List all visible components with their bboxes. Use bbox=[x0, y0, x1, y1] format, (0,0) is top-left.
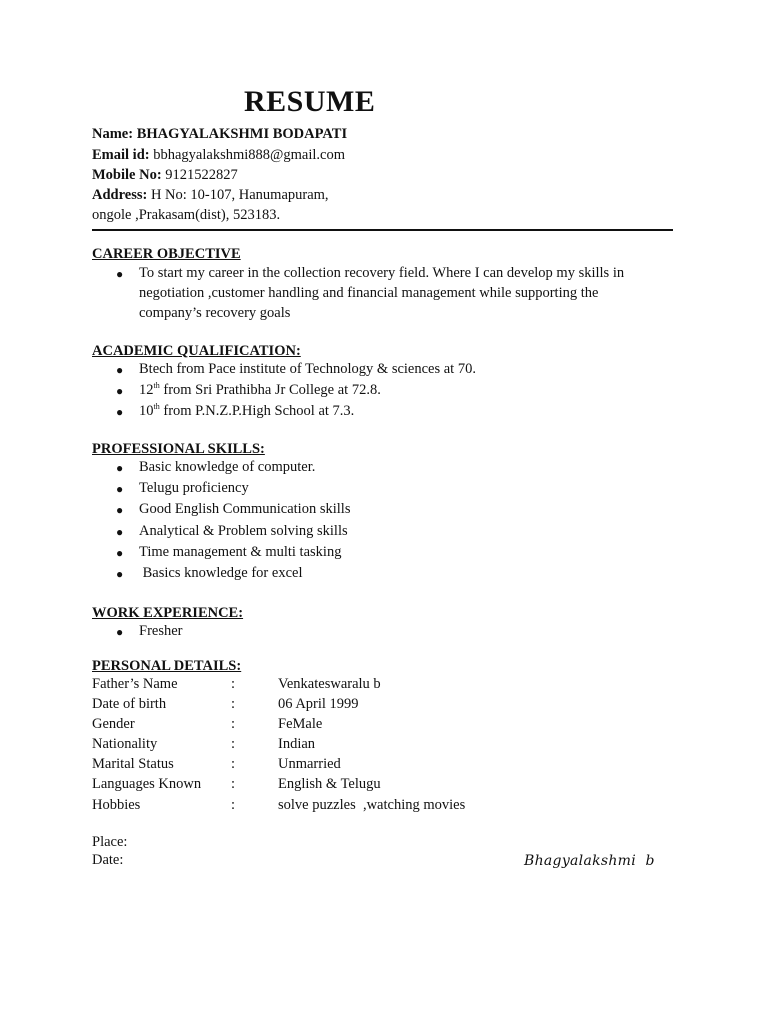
bullet-icon: ● bbox=[116, 267, 124, 281]
personal-label: Nationality bbox=[92, 736, 158, 752]
personal-colon: : bbox=[231, 676, 236, 692]
academic-item-grade: 12 bbox=[139, 382, 154, 398]
personal-colon: : bbox=[231, 756, 236, 772]
skill-item: Time management & multi tasking bbox=[139, 544, 342, 560]
personal-label: Hobbies bbox=[92, 797, 141, 813]
personal-heading: PERSONAL DETAILS: bbox=[92, 658, 242, 674]
bullet-icon: ● bbox=[116, 625, 124, 639]
email-line bbox=[92, 147, 345, 164]
academic-item-text: from P.N.Z.P.High School at 7.3. bbox=[159, 403, 355, 419]
bullet-icon: ● bbox=[116, 546, 124, 560]
page-title: RESUME bbox=[244, 85, 376, 118]
mobile-line bbox=[92, 167, 238, 184]
academic-item bbox=[139, 403, 354, 420]
bullet-icon: ● bbox=[116, 503, 124, 517]
personal-label: Languages Known bbox=[92, 776, 202, 792]
place-label: Place: bbox=[92, 834, 128, 850]
bullet-icon: ● bbox=[116, 363, 124, 377]
bullet-icon: ● bbox=[116, 482, 124, 496]
mobile-label: Mobile No: bbox=[92, 167, 162, 183]
personal-value: 06 April 1999 bbox=[278, 696, 359, 712]
academic-item-suffix: th bbox=[153, 381, 160, 390]
signature: Bhagyalakshmi b bbox=[524, 853, 655, 869]
work-item: Fresher bbox=[139, 623, 183, 639]
skills-heading: PROFESSIONAL SKILLS: bbox=[92, 441, 265, 457]
skill-item: Analytical & Problem solving skills bbox=[139, 523, 348, 539]
bullet-icon: ● bbox=[116, 461, 124, 475]
personal-colon: : bbox=[231, 736, 236, 752]
skill-item: Telugu proficiency bbox=[139, 480, 249, 496]
career-objective-line: negotiation ,customer handling and financial management while supporting the bbox=[139, 285, 599, 301]
academic-item bbox=[139, 382, 381, 399]
bullet-icon: ● bbox=[116, 405, 124, 419]
personal-value: Unmarried bbox=[278, 756, 341, 772]
address-value-line2: ongole ,Prakasam(dist), 523183. bbox=[92, 207, 281, 223]
academic-item-suffix: th bbox=[153, 402, 160, 411]
personal-colon: : bbox=[231, 716, 236, 732]
skill-item: Good English Communication skills bbox=[139, 501, 351, 517]
bullet-icon: ● bbox=[116, 384, 124, 398]
academic-heading: ACADEMIC QUALIFICATION: bbox=[92, 343, 301, 359]
personal-value: English & Telugu bbox=[278, 776, 381, 792]
academic-item-grade: 10 bbox=[139, 403, 154, 419]
personal-label: Marital Status bbox=[92, 756, 174, 772]
address-label: Address: bbox=[92, 187, 148, 203]
academic-item-text: from Sri Prathibha Jr College at 72.8. bbox=[159, 382, 381, 398]
work-heading: WORK EXPERIENCE: bbox=[92, 605, 244, 621]
personal-colon: : bbox=[231, 797, 236, 813]
email-label: Email id: bbox=[92, 147, 150, 163]
bullet-icon: ● bbox=[116, 525, 124, 539]
name-value: BHAGYALAKSHMI BODAPATI bbox=[136, 126, 348, 142]
bullet-icon: ● bbox=[116, 567, 124, 581]
personal-value: solve puzzles ,watching movies bbox=[278, 797, 466, 813]
address-line bbox=[92, 187, 329, 204]
personal-label: Date of birth bbox=[92, 696, 167, 712]
career-objective-line: company’s recovery goals bbox=[139, 305, 291, 321]
career-objective-line: To start my career in the collection recovery field. Where I can develop my skills in bbox=[139, 265, 625, 281]
mobile-value: 9121522827 bbox=[165, 167, 238, 183]
header-divider bbox=[92, 229, 673, 231]
personal-value: Indian bbox=[278, 736, 316, 752]
personal-label: Father’s Name bbox=[92, 676, 178, 692]
personal-value: FeMale bbox=[278, 716, 323, 732]
personal-value: Venkateswaralu b bbox=[278, 676, 381, 692]
skill-item: Basic knowledge of computer. bbox=[139, 459, 316, 475]
name-line bbox=[92, 126, 347, 143]
personal-label: Gender bbox=[92, 716, 135, 732]
personal-colon: : bbox=[231, 696, 236, 712]
career-objective-heading: CAREER OBJECTIVE bbox=[92, 246, 241, 262]
skill-item: Basics knowledge for excel bbox=[139, 565, 303, 581]
date-label: Date: bbox=[92, 852, 124, 868]
name-label: Name: bbox=[92, 126, 134, 142]
email-value: bbhagyalakshmi888@gmail.com bbox=[153, 147, 345, 163]
academic-item: Btech from Pace institute of Technology & sciences at 70. bbox=[139, 361, 476, 377]
address-value-line1: H No: 10-107, Hanumapuram, bbox=[150, 187, 329, 203]
personal-colon: : bbox=[231, 776, 236, 792]
